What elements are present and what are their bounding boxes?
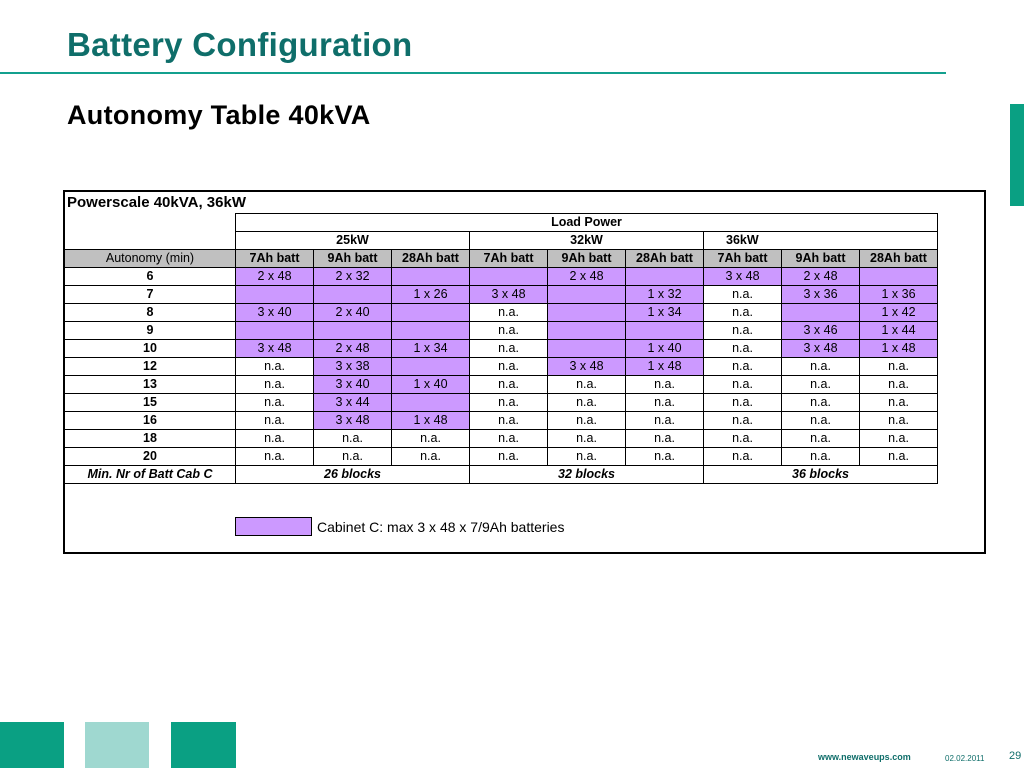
table-cell: n.a. — [392, 430, 470, 448]
autonomy-value: 15 — [65, 394, 236, 412]
table-cell: n.a. — [626, 430, 704, 448]
table-cell — [548, 322, 626, 340]
autonomy-header: Autonomy (min) — [65, 250, 236, 268]
table-cell — [626, 322, 704, 340]
table-cell: n.a. — [236, 376, 314, 394]
table-cell — [548, 340, 626, 358]
battery-header: 28Ah batt — [392, 250, 470, 268]
table-cell: 3 x 48 — [782, 340, 860, 358]
table-cell: n.a. — [470, 340, 548, 358]
table-cell — [548, 286, 626, 304]
table-cell: 3 x 48 — [548, 358, 626, 376]
table-cell: 1 x 48 — [392, 412, 470, 430]
table-cell: n.a. — [626, 448, 704, 466]
footer-url: www.newaveups.com — [818, 752, 911, 762]
autonomy-value: 9 — [65, 322, 236, 340]
legend-text: Cabinet C: max 3 x 48 x 7/9Ah batteries — [317, 519, 565, 535]
table-cell: n.a. — [470, 430, 548, 448]
table-cell: n.a. — [236, 358, 314, 376]
table-cell: n.a. — [236, 412, 314, 430]
table-cell: 1 x 32 — [626, 286, 704, 304]
title-divider — [0, 72, 946, 74]
autonomy-value: 13 — [65, 376, 236, 394]
table-cell: n.a. — [704, 322, 782, 340]
battery-header: 28Ah batt — [626, 250, 704, 268]
table-cell: n.a. — [704, 286, 782, 304]
table-cell: n.a. — [548, 394, 626, 412]
power-group-25kw: 25kW — [236, 232, 470, 250]
table-row — [65, 304, 938, 322]
table-cell: n.a. — [470, 322, 548, 340]
table-cell: 3 x 36 — [782, 286, 860, 304]
table-row — [65, 322, 938, 340]
table-cell: 3 x 44 — [314, 394, 392, 412]
table-cell: n.a. — [782, 376, 860, 394]
legend-swatch — [235, 517, 312, 536]
table-cell: n.a. — [626, 376, 704, 394]
table-cell: n.a. — [314, 448, 392, 466]
table-cell: n.a. — [548, 430, 626, 448]
table-cell: n.a. — [704, 340, 782, 358]
min-cabinets-row — [65, 466, 938, 484]
table-cell: n.a. — [704, 376, 782, 394]
table-cell: 1 x 48 — [626, 358, 704, 376]
table-cell: 3 x 48 — [314, 412, 392, 430]
battery-header: 9Ah batt — [782, 250, 860, 268]
load-power-header: Load Power — [236, 214, 938, 232]
table-cell: 1 x 26 — [392, 286, 470, 304]
table-cell: n.a. — [704, 448, 782, 466]
table-row — [65, 268, 938, 286]
table-cell: 1 x 40 — [392, 376, 470, 394]
table-row — [65, 412, 938, 430]
battery-header: 7Ah batt — [704, 250, 782, 268]
battery-header: 7Ah batt — [236, 250, 314, 268]
table-cell: n.a. — [236, 394, 314, 412]
table-cell — [626, 268, 704, 286]
table-cell: n.a. — [860, 412, 938, 430]
footer-date: 02.02.2011 — [945, 754, 985, 763]
table-cell: n.a. — [782, 430, 860, 448]
autonomy-value: 7 — [65, 286, 236, 304]
table-cell: n.a. — [470, 304, 548, 322]
power-group-row — [65, 232, 938, 250]
autonomy-value: 20 — [65, 448, 236, 466]
table-cell: n.a. — [704, 430, 782, 448]
table-cell: 2 x 32 — [314, 268, 392, 286]
table-cell: n.a. — [236, 448, 314, 466]
table-cell — [392, 268, 470, 286]
table-cell — [392, 322, 470, 340]
table-cell — [236, 286, 314, 304]
table-cell: n.a. — [782, 394, 860, 412]
load-power-row — [65, 214, 938, 232]
table-cell: n.a. — [860, 394, 938, 412]
table-cell: 1 x 44 — [860, 322, 938, 340]
side-accent-bar — [1010, 104, 1024, 206]
table-cell: 3 x 40 — [314, 376, 392, 394]
slide-subtitle: Autonomy Table 40kVA — [67, 100, 371, 130]
table-body — [65, 268, 938, 466]
table-cell — [314, 322, 392, 340]
table-cell: n.a. — [392, 448, 470, 466]
table-cell: 2 x 48 — [548, 268, 626, 286]
autonomy-value: 8 — [65, 304, 236, 322]
table-cell: 2 x 40 — [314, 304, 392, 322]
battery-header: 28Ah batt — [860, 250, 938, 268]
table-cell — [236, 322, 314, 340]
table-cell: n.a. — [470, 358, 548, 376]
table-cell: 3 x 48 — [704, 268, 782, 286]
battery-header: 9Ah batt — [314, 250, 392, 268]
autonomy-value: 16 — [65, 412, 236, 430]
table-cell: n.a. — [548, 412, 626, 430]
table-cell: 1 x 42 — [860, 304, 938, 322]
table-row — [65, 430, 938, 448]
table-row — [65, 376, 938, 394]
min-cabinets-32kw: 32 blocks — [470, 466, 704, 484]
table-cell: n.a. — [860, 358, 938, 376]
table-cell — [782, 304, 860, 322]
table-cell — [314, 286, 392, 304]
autonomy-table — [64, 213, 938, 484]
footer-block — [0, 722, 64, 768]
table-row — [65, 340, 938, 358]
table-cell: n.a. — [782, 412, 860, 430]
table-cell: 3 x 48 — [236, 340, 314, 358]
battery-header: 9Ah batt — [548, 250, 626, 268]
table-cell — [860, 268, 938, 286]
table-cell — [392, 394, 470, 412]
table-cell — [548, 304, 626, 322]
table-cell: n.a. — [782, 448, 860, 466]
page-number: 29 — [1009, 750, 1022, 762]
table-cell: 3 x 40 — [236, 304, 314, 322]
footer-block — [85, 722, 149, 768]
table-cell: n.a. — [626, 412, 704, 430]
table-cell: n.a. — [860, 448, 938, 466]
table-cell — [392, 304, 470, 322]
table-cell: 2 x 48 — [236, 268, 314, 286]
table-cell: n.a. — [314, 430, 392, 448]
table-cell: n.a. — [704, 394, 782, 412]
power-group-36kw: 36kW — [704, 232, 938, 250]
table-cell: 3 x 46 — [782, 322, 860, 340]
table-cell: n.a. — [548, 376, 626, 394]
table-cell: 2 x 48 — [314, 340, 392, 358]
table-cell: n.a. — [236, 430, 314, 448]
table-row — [65, 448, 938, 466]
table-cell — [470, 268, 548, 286]
table-cell: 1 x 48 — [860, 340, 938, 358]
table-cell: 2 x 48 — [782, 268, 860, 286]
table-cell: n.a. — [470, 376, 548, 394]
power-group-32kw: 32kW — [470, 232, 704, 250]
table-cell: n.a. — [704, 358, 782, 376]
table-cell: n.a. — [782, 358, 860, 376]
table-cell: 1 x 34 — [392, 340, 470, 358]
table-cell: 1 x 40 — [626, 340, 704, 358]
empty-corner — [65, 232, 236, 250]
autonomy-value: 12 — [65, 358, 236, 376]
table-cell: n.a. — [860, 430, 938, 448]
autonomy-value: 18 — [65, 430, 236, 448]
autonomy-value: 6 — [65, 268, 236, 286]
battery-header-row — [65, 250, 938, 268]
table-row — [65, 358, 938, 376]
table-row — [65, 286, 938, 304]
table-cell: n.a. — [704, 304, 782, 322]
min-cabinets-label: Min. Nr of Batt Cab C — [65, 466, 236, 484]
table-cell: n.a. — [470, 448, 548, 466]
table-row — [65, 394, 938, 412]
table-cell: 3 x 48 — [470, 286, 548, 304]
empty-corner — [65, 214, 236, 232]
table-cell: 1 x 34 — [626, 304, 704, 322]
table-cell: n.a. — [470, 394, 548, 412]
table-cell: n.a. — [548, 448, 626, 466]
footer-block — [171, 722, 236, 768]
battery-header: 7Ah batt — [470, 250, 548, 268]
table-cell — [392, 358, 470, 376]
table-cell: n.a. — [860, 376, 938, 394]
slide-title: Battery Configuration — [67, 26, 413, 63]
min-cabinets-36kw: 36 blocks — [704, 466, 938, 484]
table-cell: 3 x 38 — [314, 358, 392, 376]
table-cell: n.a. — [626, 394, 704, 412]
autonomy-value: 10 — [65, 340, 236, 358]
min-cabinets-25kw: 26 blocks — [236, 466, 470, 484]
table-cell: 1 x 36 — [860, 286, 938, 304]
table-cell: n.a. — [470, 412, 548, 430]
table-title: Powerscale 40kVA, 36kW — [67, 194, 246, 211]
table-cell: n.a. — [704, 412, 782, 430]
